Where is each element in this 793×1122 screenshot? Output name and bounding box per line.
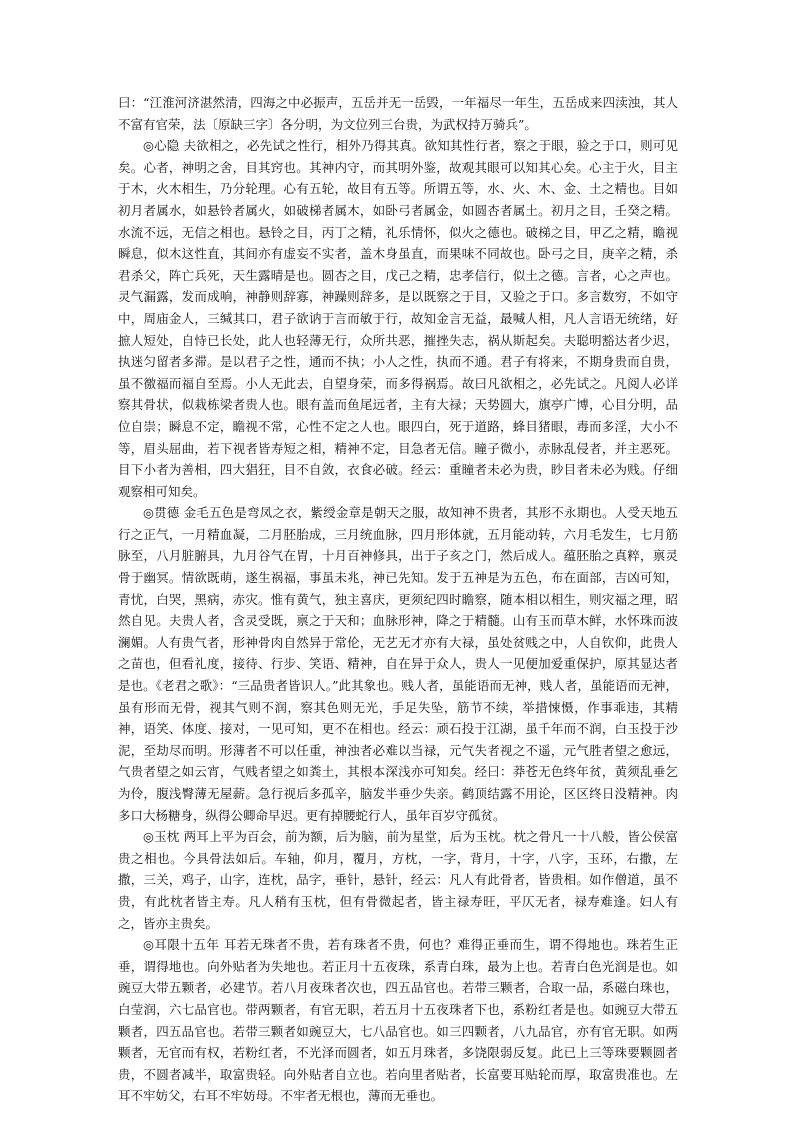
paragraph-xinyin: ◎心隐 夫欲相之，必先试之性行，相外乃得其真。欲知其性行者，察之于眼，验之于口，则可见矣。心者，神明之舍，目其窍也。其神内守，而其明外鉴，故观其眼可以知其心矣。心主于火，目主于木，火木相生，乃分轮理。心有五轮，故目有五等。所谓五等，水、火、木、金、土之精也。目如初月者属水，如悬铃者属火，如破梯者属木，如卧弓者属金，如圆杏者属土。初月之目，壬癸之精。水流不远，无信之相也。悬铃之目，丙丁之精，礼乐情怀，似火之德也。破梯之目，甲乙之精，瞻视瞬息，似木这性直，其间亦有虚妄不实者，盖木身虽直，而果味不同故也。卧弓之目，庚辛之精，杀君杀父，阵亡兵死，天生露晴是也。圆杏之目，戊己之精，忠孝信行，似土之德。言者，心之声也。灵气漏露，发而成响，神静则辞寡，神躁则辞多，是以既察之于目，又验之于口。多言数穷，不如守中，周庙金人，三缄其口，君子欲讷于言而敏于行，故知金言无益，最喊人相，凡人言语无统绪，好摭人短处，自恃已长处，此人也轻薄无行，众所共恶，摧挫失志，祸从斯起矣。夫聪明豁达者少迟，执迷匀留者多滞。是以君子之性，通而不执；小人之性，执而不通。君子有将来，不期身贵而自贵，虽不徼福而福自至焉。小人无此去，自望身荣，而多得祸焉。故曰凡欲相之，必先试之。凡阅人必详察其骨状，似栽栋梁者贵人也。眼有盖而鱼尾远者，主有大禄；天势圆大，旗亭广博，心目分明，品位自崇；瞬息不定，瞻视不常，心性不定之人也。眼四白，死于道路，蜂目猪眼，毒而多淫，大小不等，眉头屈曲，若下视者皆寿短之相，精神不定，目急者无信。瞳子微小，赤脉乱侵者，并主恶死。目下小者为善相，四大猖狂，目不自敛，衣食必破。经云：重瞳者未必为贵，眇目者未必为贱。仔细观察相可知矣。: [118, 138, 678, 499]
document-page: [118, 92, 678, 1107]
paragraph-erxian: ◎耳限十五年 耳若无珠者不贵，若有珠者不贵，何也？难得正垂而生，谓不得地也。珠若生正垂，谓得地也。向外贴者为失地也。若正月十五夜珠，系青白珠，最为上也。若青白色光润是也。如豌豆大带五颗者，必建节。若八月夜珠者次也，四五品官也。若带三颗者，合取一品，系磁白珠也，白莹润，六七品官也。带两颗者，有官无职，若五月十五夜珠者下也，系粉红者是也。如豌豆大带五颗者，四五品官也。若带三颗者如豌豆大，七八品官也。如三四颗者，八九品官，亦有官无职。如两颗者，无官而有权，若粉红者，不光泽而圆者，如五月珠者，多饶限弱反复。此已上三等珠要颗圆者贵，不圆者减半，取富贵轻。向外贴者自立也。若向里者贴者，长富要耳贴轮而厚，取富贵准也。左耳不牢妨父，右耳不牢妨母。不牢者无根也，薄而无垂也。: [118, 937, 678, 1104]
paragraph-yuzhen: ◎玉枕 两耳上平为百会，前为额，后为脑，前为星堂，后为玉枕。枕之骨凡一十八般，皆公侯富贵之相也。今具骨法如后。车轴，仰月，覆月，方枕，一字，背月，十字，八字，玉环，右撒，左撒，三关，鸡子，山字，连枕，品字，垂针，悬针，经云：凡人有此骨者，皆贵相。如作僧道，虽不贵，有此枕者皆主寿。凡人稍有玉枕，但有骨微起者，皆主禄寿旺，平仄无者，禄寿难逢。妇人有之，皆亦主贵矣。: [118, 829, 678, 931]
paragraph-guande: ◎贯德 金毛五色是弯凤之衣，紫绶金章是朝天之服，故知神不贵者，其形不永期也。人受天地五行之正气，一月精血凝，二月胚胎成，三月统血脉，四月形体就，五月能动转，六月毛发生，七月筋脉至，八月脏腑具，九月谷气在胃，十月百神修具，出于子亥之门，然后成人。蕴胚胎之真粹，禀灵骨于幽冥。情欲既萌，遂生祸福，事虽未兆，神已先知。发于五神是为五色，布在面部，吉凶可知，青忧，白哭，黑病，赤灾。惟有黄气，独主喜庆，更须纪四时瞻察，随本相以相生，则灾福之理，昭然自见。夫贵人者，含灵受既，禀之于天和；血脉形神，降之于精髓。山有玉而草木鲜，水怀珠而波澜媚。人有贵气者，形神骨肉自然异于常伦，无艺无才亦有大禄，虽处贫贱之中，人自钦仰，此贵人之苗也，但看礼度，接待、行步、笑语、精神，自在异于众人，贵人一见便加爱重保护，原其显达者是也。《老君之歌》：“三品贵者皆识人。”此其象也。贱人者，虽能语而无神，贱人者，虽能语而无神，虽有形而无骨，视其气则不润，察其色则无光，手足失坠，筋节不续，举措悚慑，作事乖违，其精神，语笑、体度、接对，一见可知，更不在相也。经云：顽石投于江湖，虽千年而不润，白玉投于沙泥，至劫尽而明。形薄者不可以任重，神浊者必难以当禄，元气失者视之不遥，元气胜者望之愈远，气贵者望之如云宵，气贱者望之如粪土，其根本深浅亦可知矣。经曰：莽苍无色终年贫，黄须乱垂乞为伶，腹浅臀薄无屋薪。急行视后多孤辛，脑发半垂少失亲。鹤顶结露不用论，区区终日没精神。肉多口大杨糖身，纵得公卿命早迟。更有掉腰蛇行人，虽年百岁守孤贫。: [118, 505, 678, 823]
paragraph-quote-continuation: 曰：“江淮河济湛然清，四海之中必振声，五岳并无一岳毁，一年福尽一年生，五岳成来四渎浊，其人不富有官荣，法〔原缺三字〕各分明，为文位列三台贵，为武权持万骑兵”。: [118, 95, 678, 132]
